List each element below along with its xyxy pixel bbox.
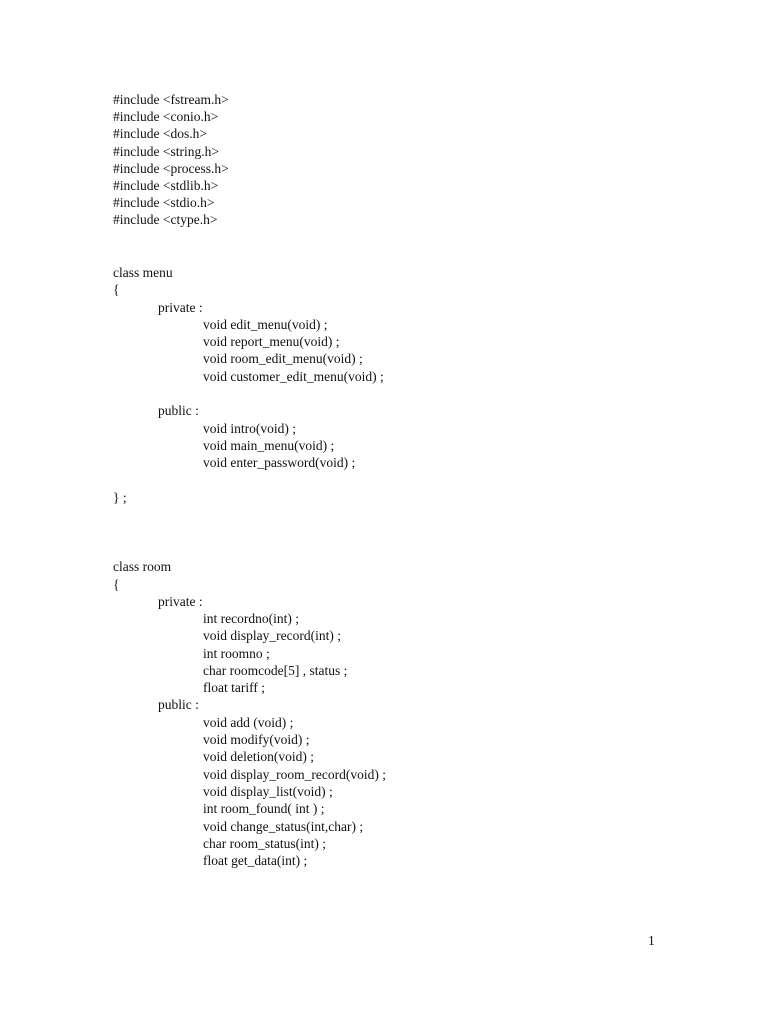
code-line: void report_menu(void) ; [203,334,340,349]
code-line: char room_status(int) ; [203,836,326,851]
code-line: int recordno(int) ; [203,611,299,626]
code-line: float get_data(int) ; [203,853,308,868]
code-line: #include <ctype.h> [113,212,218,227]
code-line: #include <process.h> [113,161,229,176]
code-line: float tariff ; [203,680,265,695]
code-line: void enter_password(void) ; [203,455,356,470]
code-line: void display_room_record(void) ; [203,767,386,782]
code-line: void intro(void) ; [203,421,296,436]
code-line: private : [158,594,203,609]
code-line: void room_edit_menu(void) ; [203,351,363,366]
code-line: { [113,282,120,297]
code-line: #include <fstream.h> [113,92,229,107]
code-line: void main_menu(void) ; [203,438,335,453]
page-number: 1 [648,933,655,948]
code-line: #include <conio.h> [113,109,219,124]
code-line: #include <stdio.h> [113,195,215,210]
code-line: void deletion(void) ; [203,749,314,764]
code-line: } ; [113,490,127,505]
code-line: #include <string.h> [113,144,219,159]
code-line: private : [158,300,203,315]
code-line: void change_status(int,char) ; [203,819,364,834]
code-line: void customer_edit_menu(void) ; [203,369,384,384]
code-line: void display_record(int) ; [203,628,341,643]
code-line: class room [113,559,172,574]
code-line: void modify(void) ; [203,732,310,747]
code-line: #include <stdlib.h> [113,178,219,193]
code-line: int room_found( int ) ; [203,801,325,816]
code-line: public : [158,697,199,712]
code-line: public : [158,403,199,418]
code-line: void edit_menu(void) ; [203,317,328,332]
code-line: #include <dos.h> [113,126,207,141]
code-line: void add (void) ; [203,715,294,730]
code-line: int roomno ; [203,646,270,661]
code-line: void display_list(void) ; [203,784,333,799]
code-line: { [113,577,120,592]
code-line: char roomcode[5] , status ; [203,663,348,678]
code-line: class menu [113,265,173,280]
